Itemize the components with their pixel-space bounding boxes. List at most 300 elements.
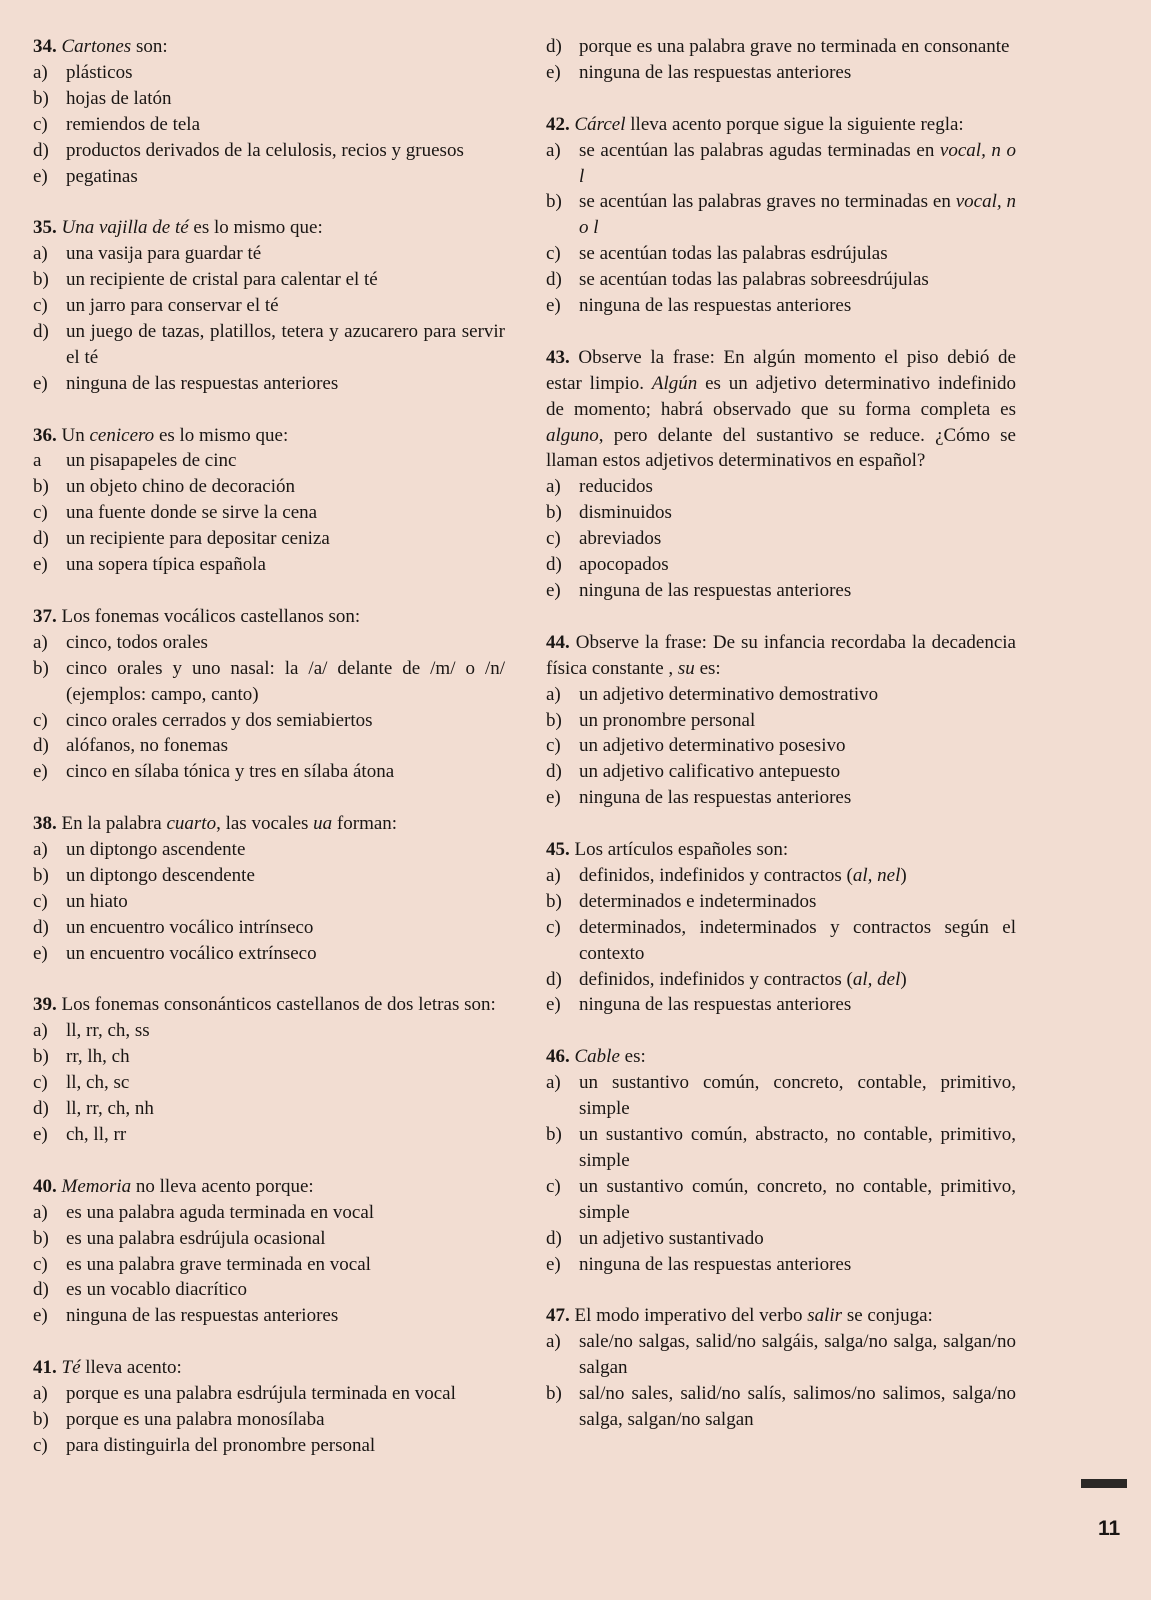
answer-option (33, 1070, 505, 1096)
question-number: 47. (546, 1305, 570, 1327)
answer-option (546, 241, 1016, 267)
option-text (579, 552, 1016, 578)
answer-option (33, 112, 505, 138)
answer-option (33, 837, 505, 863)
option-letter: b) (546, 709, 562, 731)
option-letter: a) (546, 864, 561, 886)
answer-option (546, 915, 1016, 967)
option-letter: e) (33, 1305, 48, 1327)
option-letter: d) (33, 139, 49, 161)
answer-option (546, 578, 1016, 604)
option-text-part: ll, ch, sc (66, 1072, 130, 1094)
option-text-part: porque es una palabra monosílaba (66, 1408, 325, 1430)
answer-option (33, 1200, 505, 1226)
option-text (66, 552, 505, 578)
answer-option (546, 1252, 1016, 1278)
option-text-part: es una palabra grave terminada en vocal (66, 1253, 371, 1275)
answer-option (546, 889, 1016, 915)
question-36 (33, 423, 505, 578)
option-text-part: cinco en sílaba tónica y tres en sílaba átona (66, 761, 395, 783)
stem-italic-term: Cable (574, 1046, 620, 1068)
question-stem (546, 630, 1016, 682)
answer-option (33, 889, 505, 915)
option-letter: c) (33, 502, 48, 524)
option-letter: a) (546, 683, 561, 705)
stem-text: forman: (332, 813, 398, 835)
option-text (579, 915, 1016, 967)
question-stem (546, 1303, 1016, 1329)
option-text-part: determinados e indeterminados (579, 890, 817, 912)
option-text-part: rr, lh, ch (66, 1046, 130, 1068)
option-letter: c) (33, 709, 48, 731)
option-text (579, 785, 1016, 811)
option-text (579, 1252, 1016, 1278)
option-letter: a) (33, 61, 48, 83)
question-38 (33, 811, 505, 966)
stem-italic-term: Cartones (61, 36, 132, 57)
answer-option (33, 1044, 505, 1070)
option-letter: b) (33, 87, 49, 109)
answer-option (546, 34, 1016, 60)
question-number: 40. (33, 1175, 57, 1197)
option-text (579, 34, 1016, 60)
answer-option (546, 682, 1016, 708)
option-text-part: un adjetivo calificativo antepuesto (579, 761, 841, 783)
option-letter: c) (546, 243, 561, 265)
question-45 (546, 837, 1016, 1018)
answer-option (33, 1122, 505, 1148)
stem-text: no lleva acento porque: (131, 1175, 314, 1197)
answer-option (33, 138, 505, 164)
option-letter: c) (546, 528, 561, 550)
option-text (579, 708, 1016, 734)
option-text (579, 500, 1016, 526)
option-text (66, 1018, 505, 1044)
option-text (579, 863, 1016, 889)
stem-text: lleva acento: (80, 1357, 182, 1379)
option-text (66, 1096, 505, 1122)
option-letter: b) (33, 1046, 49, 1068)
answer-option (33, 1018, 505, 1044)
right-column (546, 34, 1016, 1433)
stem-text: lleva acento porque sigue la siguiente regla: (625, 113, 964, 135)
answer-option (546, 1381, 1016, 1433)
answer-option (33, 1096, 505, 1122)
option-letter: a) (33, 1201, 48, 1223)
option-text (66, 60, 505, 86)
option-letter: d) (546, 269, 562, 291)
option-text (66, 371, 505, 397)
stem-text: es lo mismo que: (188, 217, 323, 239)
option-letter: c) (33, 890, 48, 912)
question-number: 43. (546, 346, 570, 368)
answer-option (546, 733, 1016, 759)
stem-text: Observe la frase: De su infancia recordaba la decadencia física constante , (546, 631, 1016, 679)
option-text-part: un adjetivo sustantivado (579, 1227, 764, 1249)
option-text (66, 759, 505, 785)
question-39 (33, 992, 505, 1147)
option-text-part: se acentúan las palabras agudas terminadas en (579, 139, 940, 161)
option-text (66, 526, 505, 552)
option-letter: b) (546, 890, 562, 912)
question-35 (33, 215, 505, 396)
option-text (579, 293, 1016, 319)
answer-option (33, 863, 505, 889)
option-letter: c) (546, 735, 561, 757)
question-41-continued (546, 34, 1016, 86)
answer-option (33, 371, 505, 397)
option-text-part: plásticos (66, 61, 133, 83)
answer-option (33, 915, 505, 941)
option-letter: c) (33, 1072, 48, 1094)
option-italic-term: al, del (852, 968, 901, 990)
option-text-part: un pronombre personal (579, 709, 756, 731)
question-stem (33, 604, 505, 630)
option-letter: b) (33, 1227, 49, 1249)
option-text (579, 1329, 1016, 1381)
question-number: 39. (33, 994, 57, 1016)
option-text-part: alófanos, no fonemas (66, 735, 228, 757)
answer-option (546, 708, 1016, 734)
option-text-part: para distinguirla del pronombre personal (66, 1434, 376, 1456)
option-letter: e) (33, 1123, 48, 1145)
stem-text: se conjuga: (842, 1305, 933, 1327)
question-43 (546, 345, 1016, 604)
option-text-part: es una palabra aguda terminada en vocal (66, 1201, 375, 1223)
option-text (579, 241, 1016, 267)
option-text-part: ll, rr, ch, ss (66, 1020, 150, 1042)
answer-option (546, 189, 1016, 241)
option-text-part: es una palabra esdrújula ocasional (66, 1227, 326, 1249)
option-text (579, 138, 1016, 190)
question-number: 45. (546, 839, 570, 861)
option-letter: a) (33, 1020, 48, 1042)
answer-option (546, 1174, 1016, 1226)
answer-option (33, 630, 505, 656)
option-text-part: definidos, indefinidos y contractos ( (579, 968, 853, 990)
question-stem (33, 215, 505, 241)
stem-italic-term: ua (313, 813, 333, 835)
option-text (66, 164, 505, 190)
option-text (579, 1226, 1016, 1252)
option-letter: a) (33, 631, 48, 653)
option-text (66, 1122, 505, 1148)
option-letter: c) (546, 916, 561, 938)
option-text (66, 1407, 505, 1433)
option-letter: d) (546, 968, 562, 990)
option-text-part: cinco orales cerrados y dos semiabiertos (66, 709, 373, 731)
answer-option (33, 1407, 505, 1433)
answer-option (33, 941, 505, 967)
option-text-part: reducidos (579, 476, 653, 498)
stem-text: es: (694, 657, 721, 679)
answer-option (33, 60, 505, 86)
question-stem (546, 837, 1016, 863)
option-text (66, 1277, 505, 1303)
option-text-part: un hiato (66, 890, 128, 912)
option-text (66, 1044, 505, 1070)
answer-option (33, 500, 505, 526)
option-text (66, 112, 505, 138)
answer-option (33, 656, 505, 708)
question-stem (33, 992, 505, 1018)
option-text (66, 708, 505, 734)
option-text (66, 733, 505, 759)
option-letter: e) (33, 942, 48, 964)
option-text-part: ninguna de las respuestas anteriores (579, 1253, 852, 1275)
answer-option (546, 1329, 1016, 1381)
option-text (66, 1252, 505, 1278)
option-letter: d) (33, 320, 49, 342)
option-letter: b) (33, 476, 49, 498)
option-text (66, 138, 505, 164)
stem-italic-term: Algún (651, 372, 698, 394)
option-letter: c) (33, 113, 48, 135)
option-text-part: un recipiente de cristal para calentar el té (66, 269, 378, 291)
option-text (579, 1174, 1016, 1226)
option-italic-term: vocal, n o l (579, 139, 1016, 187)
option-text-part: se acentúan las palabras graves no terminadas en (579, 191, 956, 213)
option-text (66, 1070, 505, 1096)
option-letter: e) (33, 761, 48, 783)
option-text (66, 941, 505, 967)
option-text-part: un juego de tazas, platillos, tetera y azucarero para servir el té (66, 320, 505, 368)
stem-italic-term: alguno (546, 424, 599, 446)
option-text-part: sal/no sales, salid/no salís, salimos/no salimos, salga/no salga, salgan/no salgan (579, 1383, 1016, 1430)
option-text-part: ninguna de las respuestas anteriores (579, 61, 852, 83)
answer-option (546, 474, 1016, 500)
question-stem (546, 112, 1016, 138)
option-text-part: un diptongo ascendente (66, 839, 246, 861)
option-text (66, 630, 505, 656)
option-text (579, 526, 1016, 552)
option-text (66, 656, 505, 708)
option-letter: a (33, 450, 42, 472)
option-text-part: una sopera típica española (66, 554, 266, 576)
stem-italic-term: salir (807, 1305, 843, 1327)
stem-text: son: (131, 36, 168, 57)
question-number: 37. (33, 605, 57, 627)
option-letter: d) (33, 1098, 49, 1120)
question-stem (33, 1355, 505, 1381)
option-letter: a) (33, 1383, 48, 1405)
option-letter: c) (546, 1175, 561, 1197)
option-text-part: un adjetivo determinativo demostrativo (579, 683, 879, 705)
option-text (66, 448, 505, 474)
option-text-part: productos derivados de la celulosis, recios y gruesos (66, 139, 464, 161)
stem-text: es: (619, 1046, 646, 1068)
option-text-part: ninguna de las respuestas anteriores (579, 295, 852, 317)
stem-text: Los artículos españoles son: (574, 839, 789, 861)
option-text-part: definidos, indefinidos y contractos ( (579, 864, 853, 886)
answer-option (33, 448, 505, 474)
option-letter: b) (33, 269, 49, 291)
option-letter: b) (33, 657, 49, 679)
question-41 (33, 1355, 505, 1459)
question-40 (33, 1174, 505, 1329)
option-text-part: determinados, indeterminados y contractos según el contexto (579, 916, 1016, 964)
option-text (66, 1433, 505, 1459)
answer-option (33, 733, 505, 759)
question-number: 46. (546, 1046, 570, 1068)
option-letter: e) (33, 554, 48, 576)
question-46 (546, 1044, 1016, 1277)
option-text-part: un jarro para conservar el té (66, 295, 279, 317)
option-text-part: ninguna de las respuestas anteriores (579, 994, 852, 1016)
answer-option (33, 759, 505, 785)
answer-option (546, 138, 1016, 190)
option-text (66, 474, 505, 500)
option-text (66, 837, 505, 863)
stem-italic-term: Cárcel (574, 113, 626, 135)
option-text-part: una vasija para guardar té (66, 243, 262, 265)
option-text (66, 1200, 505, 1226)
option-text-part: ch, ll, rr (66, 1123, 127, 1145)
option-text (66, 863, 505, 889)
stem-italic-term: Té (61, 1357, 81, 1379)
option-text (579, 967, 1016, 993)
option-letter: a) (546, 139, 561, 161)
question-number: 44. (546, 631, 570, 653)
option-text (66, 267, 505, 293)
option-text (579, 474, 1016, 500)
option-italic-term: al, nel (852, 864, 901, 886)
option-text-part: un encuentro vocálico extrínseco (66, 942, 317, 964)
stem-text: es un adjetivo determinativo indefinido de momento; habrá observado que su forma completa es (546, 372, 1016, 420)
stem-text: El modo imperativo del verbo (574, 1305, 808, 1327)
option-letter: e) (33, 372, 48, 394)
question-number: 38. (33, 813, 57, 835)
option-letter: b) (546, 191, 562, 213)
option-text-part: ) (900, 968, 907, 990)
question-37 (33, 604, 505, 785)
question-stem (546, 345, 1016, 475)
stem-text: , las vocales (216, 813, 314, 835)
option-letter: e) (546, 580, 561, 601)
stem-italic-term: cenicero (89, 424, 155, 446)
option-text (579, 1122, 1016, 1174)
answer-option (33, 1303, 505, 1329)
option-text-part: un adjetivo determinativo posesivo (579, 735, 846, 757)
answer-option (33, 1381, 505, 1407)
option-letter: e) (546, 994, 561, 1016)
option-letter: d) (33, 916, 49, 938)
option-text-part: ninguna de las respuestas anteriores (579, 580, 852, 601)
option-letter: d) (546, 554, 562, 576)
option-text (66, 889, 505, 915)
option-text (66, 1303, 505, 1329)
option-letter: a) (546, 1331, 561, 1353)
stem-text: Observe la frase: En algún momento el piso debió de estar limpio. (546, 346, 1016, 394)
answer-option (33, 164, 505, 190)
option-text (579, 60, 1016, 86)
option-text-part: es un vocablo diacrítico (66, 1279, 247, 1301)
stem-italic-term: cuarto (166, 813, 217, 835)
answer-option (33, 708, 505, 734)
answer-option (33, 1433, 505, 1459)
answer-option (546, 863, 1016, 889)
answer-option (33, 474, 505, 500)
question-47 (546, 1303, 1016, 1433)
page-marker-bar (1081, 1479, 1127, 1488)
option-text (66, 1226, 505, 1252)
option-text-part: sale/no salgas, salid/no salgáis, salga/no salga, salgan/no salgan (579, 1331, 1016, 1379)
option-text-part: pegatinas (66, 165, 138, 187)
stem-italic-term: su (677, 657, 695, 679)
question-number: 36. (33, 424, 57, 446)
answer-option (33, 526, 505, 552)
option-letter: c) (33, 1253, 48, 1275)
option-text-part: un encuentro vocálico intrínseco (66, 916, 314, 938)
answer-option (546, 1122, 1016, 1174)
option-text-part: ninguna de las respuestas anteriores (579, 787, 852, 809)
option-text (66, 86, 505, 112)
option-text (579, 889, 1016, 915)
option-letter: e) (546, 61, 561, 83)
answer-option (546, 1070, 1016, 1122)
option-text-part: una fuente donde se sirve la cena (66, 502, 318, 524)
answer-option (546, 526, 1016, 552)
question-stem (33, 34, 505, 60)
answer-option (546, 759, 1016, 785)
option-text-part: un objeto chino de decoración (66, 476, 295, 498)
answer-option (546, 785, 1016, 811)
option-text-part: ninguna de las respuestas anteriores (66, 1305, 339, 1327)
answer-option (33, 319, 505, 371)
option-text-part: disminuidos (579, 502, 672, 524)
option-text-part: se acentúan todas las palabras sobreesdrújulas (579, 269, 929, 291)
question-stem (33, 423, 505, 449)
option-text-part: ll, rr, ch, nh (66, 1098, 154, 1120)
option-text (579, 733, 1016, 759)
left-column (33, 34, 505, 1459)
option-letter: a) (546, 1072, 561, 1094)
stem-text: es lo mismo que: (154, 424, 289, 446)
option-letter: c) (33, 295, 48, 317)
answer-option (33, 86, 505, 112)
option-text-part: un diptongo descendente (66, 864, 255, 886)
option-text-part: ninguna de las respuestas anteriores (66, 372, 339, 394)
option-letter: b) (546, 1383, 562, 1405)
option-text-part: un recipiente para depositar ceniza (66, 528, 330, 550)
option-text-part: apocopados (579, 554, 669, 576)
answer-option (33, 293, 505, 319)
answer-option (546, 1226, 1016, 1252)
question-44 (546, 630, 1016, 811)
question-34 (33, 34, 505, 189)
option-text-part: un pisapapeles de cinc (66, 450, 237, 472)
option-letter: d) (33, 1279, 49, 1301)
page-number: 11 (1098, 1517, 1121, 1540)
option-text-part: hojas de latón (66, 87, 172, 109)
option-letter: e) (546, 787, 561, 809)
answer-option (33, 267, 505, 293)
option-text (66, 915, 505, 941)
stem-text: Un (61, 424, 90, 446)
answer-option (33, 241, 505, 267)
answer-option (546, 60, 1016, 86)
option-text (66, 500, 505, 526)
option-text (579, 1381, 1016, 1433)
answer-option (546, 552, 1016, 578)
option-text-part: porque es una palabra esdrújula terminada en vocal (66, 1383, 456, 1405)
answer-option (546, 500, 1016, 526)
option-text (66, 1381, 505, 1407)
option-letter: d) (546, 761, 562, 783)
answer-option (33, 1226, 505, 1252)
option-letter: d) (33, 735, 49, 757)
question-stem (546, 1044, 1016, 1070)
